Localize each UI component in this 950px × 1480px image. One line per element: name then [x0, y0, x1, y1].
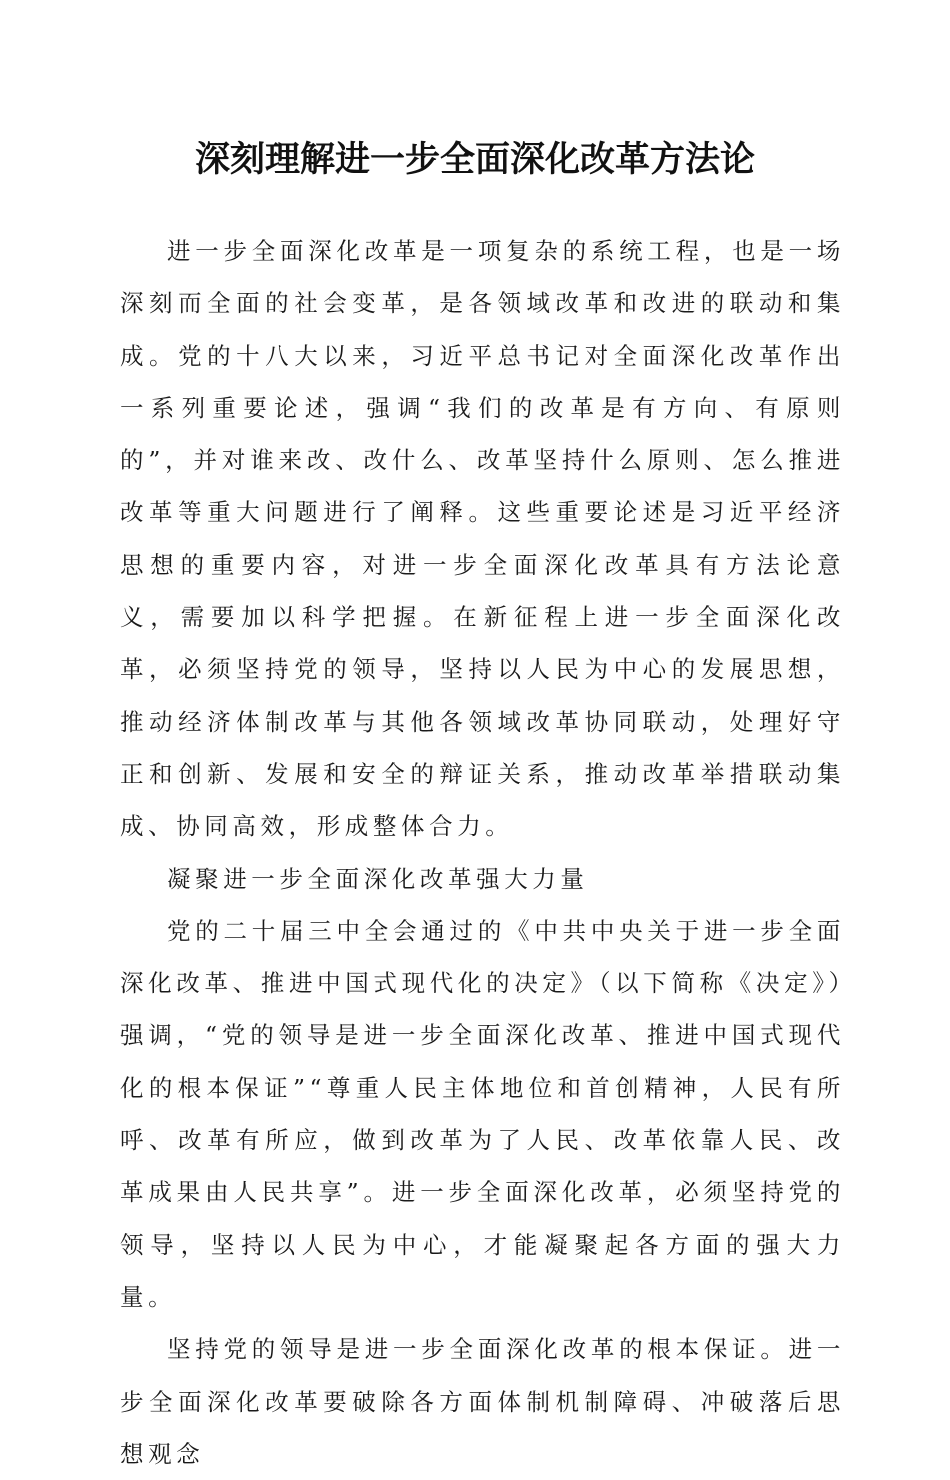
- paragraph-party-leadership: 坚持党的领导是进一步全面深化改革的根本保证。进一步全面深化改革要破除各方面体制机制障碍、冲破落后思想观念: [120, 1335, 845, 1468]
- section-heading: 凝聚进一步全面深化改革强大力量: [167, 864, 589, 893]
- paragraph-intro: 进一步全面深化改革是一项复杂的系统工程，也是一场深刻而全面的社会变革，是各领域改革和改进的联动和集成。党的十八大以来，习近平总书记对全面深化改革作出一系列重要论述，强调“我们的改革是有方向、有原则的”，并对谁来改、改什么、改革坚持什么原则、怎么推进改革等重大问题进行了阐释。这些重要论述是习近平经济思想的重要内容，对进一步全面深化改革具有方法论意义，需要加以科学把握。在新征程上进一步全面深化改革，必须坚持党的领导，坚持以人民为中心的发展思想，推动经济体制改革与其他各领域改革协同联动，处理好守正和创新、发展和安全的辩证关系，推动改革举措联动集成、协同高效，形成整体合力。: [120, 237, 845, 841]
- paragraph-decision: 党的二十届三中全会通过的《中共中央关于进一步全面深化改革、推进中国式现代化的决定》（以下简称《决定》）强调，“党的领导是进一步全面深化改革、推进中国式现代化的根本保证”“尊重人民主体地位和首创精神，人民有所呼、改革有所应，做到改革为了人民、改革依靠人民、改革成果由人民共享”。进一步全面深化改革，必须坚持党的领导，坚持以人民为中心，才能凝聚起各方面的强大力量。: [120, 916, 845, 1311]
- document-body: [120, 225, 845, 1480]
- document-title: 深刻理解进一步全面深化改革方法论: [194, 139, 755, 180]
